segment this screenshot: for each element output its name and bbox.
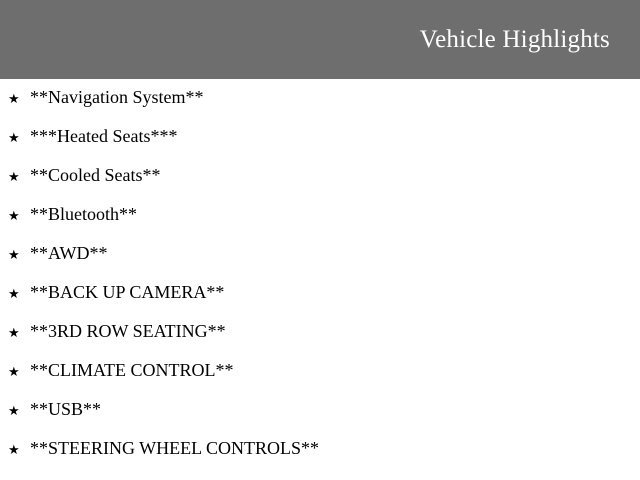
star-icon: ★ [8, 365, 20, 380]
star-icon: ★ [8, 326, 20, 341]
list-item-label: **CLIMATE CONTROL** [30, 360, 234, 380]
list-item [0, 205, 640, 244]
list-item-label: **STEERING WHEEL CONTROLS** [30, 438, 319, 458]
list-item [0, 244, 640, 283]
star-icon: ★ [8, 92, 20, 107]
star-icon: ★ [8, 287, 20, 302]
list-item-label: **BACK UP CAMERA** [30, 282, 225, 302]
star-icon: ★ [8, 248, 20, 263]
list-item-label: ***Heated Seats*** [30, 126, 178, 146]
list-item-label: **3RD ROW SEATING** [30, 321, 226, 341]
list-item [0, 127, 640, 166]
star-icon: ★ [8, 209, 20, 224]
list-item-label: **USB** [30, 399, 102, 419]
list-item [0, 439, 640, 478]
star-icon: ★ [8, 404, 20, 419]
list-item [0, 322, 640, 361]
list-item [0, 400, 640, 439]
list-item [0, 166, 640, 205]
page-title: Vehicle Highlights [419, 26, 610, 53]
list-item [0, 283, 640, 322]
star-icon: ★ [8, 443, 20, 458]
list-item-label: **AWD** [30, 243, 108, 263]
list-item-label: **Cooled Seats** [30, 165, 161, 185]
vehicle-highlights-list [0, 88, 640, 478]
list-item-label: **Navigation System** [30, 87, 204, 107]
list-item [0, 88, 640, 127]
star-icon: ★ [8, 170, 20, 185]
star-icon: ★ [8, 131, 20, 146]
list-item [0, 361, 640, 400]
list-item-label: **Bluetooth** [30, 204, 137, 224]
